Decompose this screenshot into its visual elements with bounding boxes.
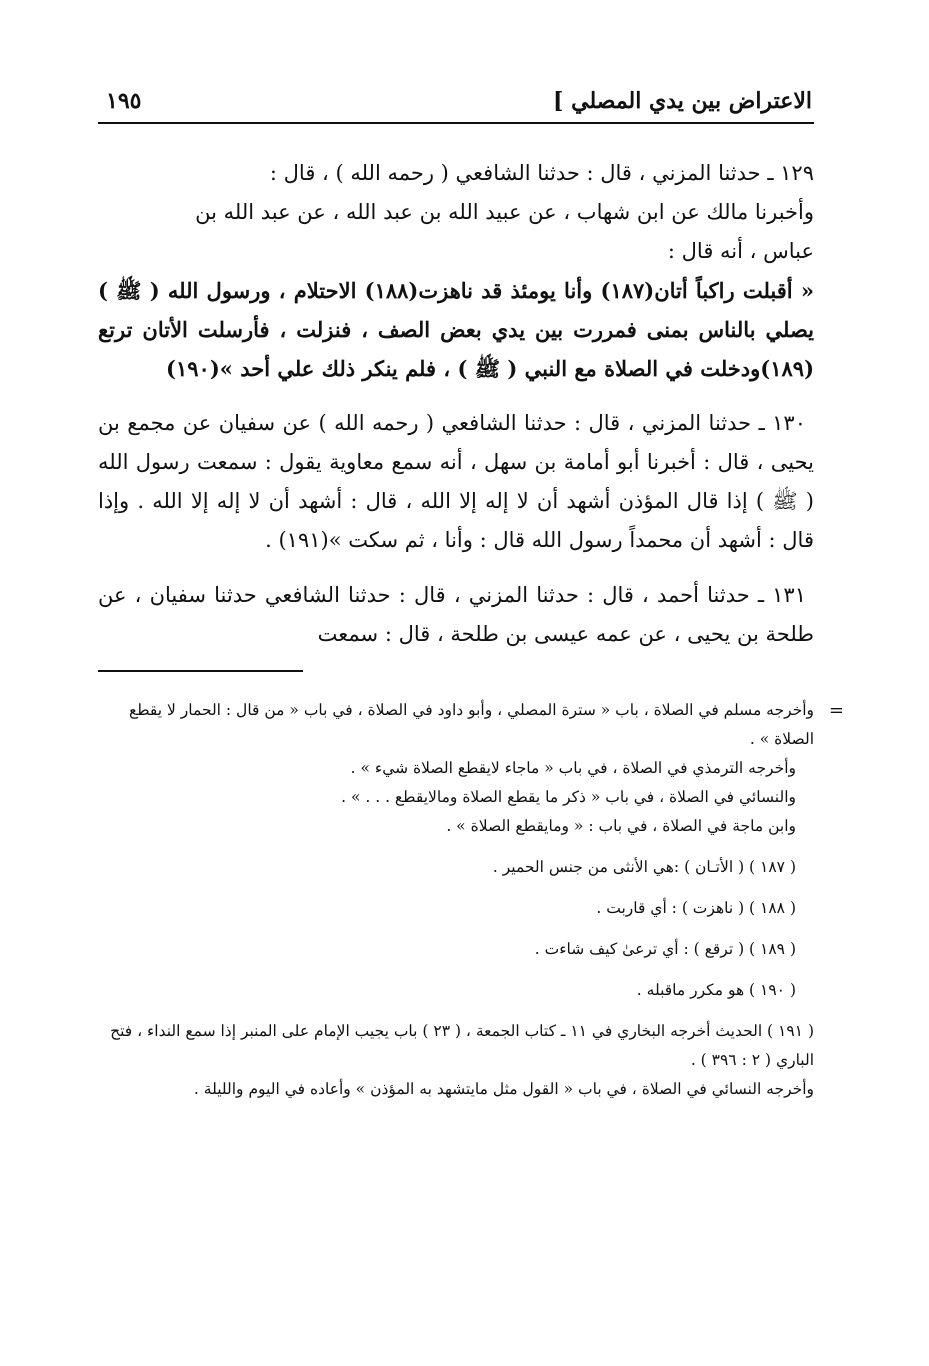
paragraph-129-line-1: ١٢٩ ـ حدثنا المزني ، قال : حدثنا الشافعي ( رحمه الله ) ، قال : xyxy=(269,161,814,185)
footnote-continued-ibn-majah: وابن ماجة في الصلاة ، في باب : « ومايقطع الصلاة » . xyxy=(446,817,796,835)
hadith-quote-129: « أقبلت راكباً أتان(١٨٧) وأنا يومئذ قد ناهزت(١٨٨) الاحتلام ، ورسول الله ( ﷺ ) يصلي بالناس بمنى فمررت بين يدي بعض الصف ، فنزلت ، فأرسلت الأتان ترتع (١٨٩)ودخلت في الصلاة مع النبي ( ﷺ ) ، فلم ينكر ذلك علي أحد »(١٩٠) xyxy=(98,278,814,381)
paragraph-131: ١٣١ ـ حدثنا أحمد ، قال : حدثنا المزني ، قال : حدثنا الشافعي حدثنا سفيان ، عن طلحة بن يحيى ، عن عمه عيسى بن طلحة ، قال : سمعت xyxy=(98,583,814,646)
footnote-continued-muslim: وأخرجه مسلم في الصلاة ، باب « سترة المصلي ، وأبو داود في الصلاة ، في باب « من قال : الحمار لا يقطع الصلاة » . xyxy=(128,701,814,748)
page-number: ١٩٥ xyxy=(106,88,142,114)
continuation-marker: = xyxy=(828,700,844,721)
footnote-191: ( ١٩١ ) الحديث أخرجه البخاري في ١١ ـ كتاب الجمعة ، ( ٢٣ ) باب يجيب الإمام على المنبر إذا سمع النداء ، فتح الباري ( ٢ : ٣٩٦ ) . xyxy=(110,1022,814,1069)
footnote-188: ( ١٨٨ ) ( ناهزت ) : أي قاربت . xyxy=(596,899,796,917)
footnote-187: ( ١٨٧ ) ( الأتـان ) :هي الأنثى من جنس الحمير . xyxy=(492,858,796,876)
footnote-191-continued: وأخرجه النسائي في الصلاة ، في باب « القول مثل مايتشهد به المؤذن » وأعاده في اليوم والليلة . xyxy=(193,1080,814,1098)
paragraph-130: ١٣٠ ـ حدثنا المزني ، قال : حدثنا الشافعي ( رحمه الله ) عن سفيان عن مجمع بن يحيى ، قال : أخبرنا أبو أمامة بن سهل ، أنه سمع معاوية يقول : سمعت رسول الله ( ﷺ ) إذا قال المؤذن أشهد أن لا إله إلا الله ، قال : أشهد أن لا إله إلا الله . وإذا قال : أشهد أن محمداً رسول الله قال : وأنا ، ثم سكت »(١٩١) . xyxy=(98,411,814,552)
footnote-189: ( ١٨٩ ) ( ترقع ) : أي ترعىٰ كيف شاءت . xyxy=(534,940,796,958)
footnotes xyxy=(98,696,844,1104)
footnote-continued-nasai: والنسائي في الصلاة ، في باب « ذكر ما يقطع الصلاة ومالايقطع . . . » . xyxy=(341,788,796,806)
running-title: الاعتراض بين يدي المصلي ] xyxy=(553,88,812,114)
paragraph-129-line-3: عباس ، أنه قال : xyxy=(667,239,814,263)
footnote-continued-tirmidhi: وأخرجه الترمذي في الصلاة ، في باب « ماجاء لايقطع الصلاة شيء » . xyxy=(350,759,796,777)
paragraph-129 xyxy=(98,154,814,388)
paragraph-129-line-2: وأخبرنا مالك عن ابن شهاب ، عن عبيد الله بن عبد الله ، عن عبد الله بن xyxy=(195,200,814,224)
running-header xyxy=(98,78,814,124)
footnote-separator xyxy=(98,670,303,672)
page xyxy=(98,78,844,1278)
main-text xyxy=(98,154,814,654)
footnote-190: ( ١٩٠ ) هو مكرر ماقبله . xyxy=(636,981,796,999)
